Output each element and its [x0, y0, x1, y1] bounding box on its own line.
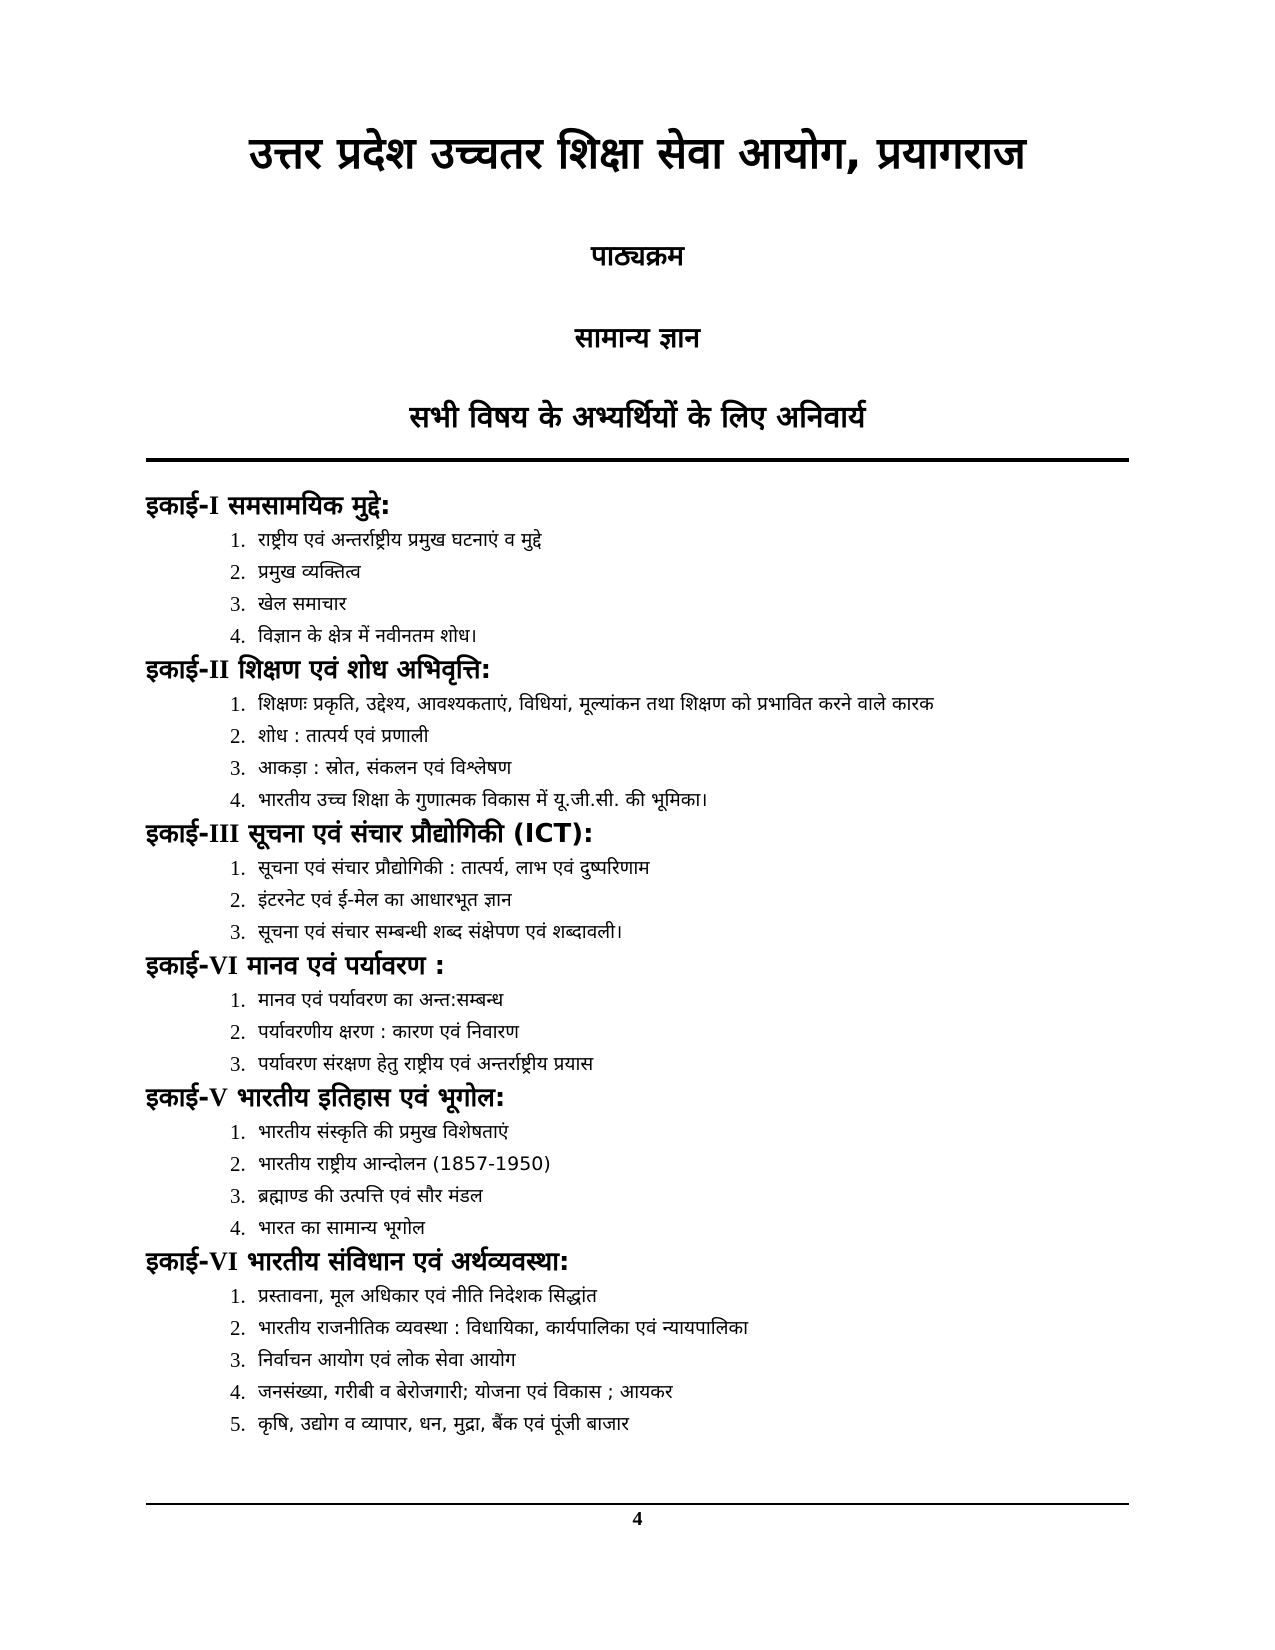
unit-heading: [146, 652, 1129, 688]
unit-prefix: इकाई-: [146, 951, 210, 981]
item-text: आकड़ा : स्रोत, संकलन एवं विश्लेषण: [258, 757, 512, 779]
item-text: मानव एवं पर्यावरण का अन्त:सम्बन्ध: [258, 989, 504, 1011]
item-number: 4.: [230, 1380, 246, 1404]
unit-prefix: इकाई-: [146, 491, 210, 521]
top-divider: [146, 458, 1129, 462]
item-text: जनसंख्या, गरीबी व बेरोजगारी; योजना एवं विकास ; आयकर: [258, 1381, 673, 1403]
item-number: 1.: [230, 528, 246, 552]
item-text: भारत का सामान्य भूगोल: [258, 1217, 426, 1239]
unit-section: [146, 652, 1129, 816]
item-number: 4.: [230, 624, 246, 648]
unit-section: [146, 1080, 1129, 1244]
item-number: 2.: [230, 724, 246, 748]
unit-title: सूचना एवं संचार प्रौद्योगिकी (ICT):: [239, 819, 594, 849]
unit-roman: VI: [209, 951, 238, 980]
unit-title: मानव एवं पर्यावरण :: [237, 951, 446, 981]
list-item: [230, 1180, 1129, 1212]
item-number: 3.: [230, 1184, 246, 1208]
list-item: [230, 752, 1129, 784]
item-text: भारतीय उच्च शिक्षा के गुणात्मक विकास में यू.जी.सी. की भूमिका।: [258, 789, 708, 811]
item-number: 2.: [230, 1152, 246, 1176]
item-text: भारतीय राजनीतिक व्यवस्था : विधायिका, कार्यपालिका एवं न्यायपालिका: [258, 1317, 749, 1339]
unit-prefix: इकाई-: [146, 1247, 210, 1277]
units-container: [146, 488, 1129, 1440]
mandatory-note: सभी विषय के अभ्यर्थियों के लिए अनिवार्य: [409, 400, 866, 435]
item-number: 4.: [230, 788, 246, 812]
list-item: [230, 884, 1129, 916]
item-number: 5.: [230, 1412, 246, 1436]
list-item: [230, 524, 1129, 556]
list-item: [230, 556, 1129, 588]
item-number: 1.: [230, 1284, 246, 1308]
unit-title: भारतीय संविधान एवं अर्थव्यवस्था:: [237, 1247, 570, 1277]
item-text: ब्रह्माण्ड की उत्पत्ति एवं सौर मंडल: [258, 1185, 483, 1207]
item-text: विज्ञान के क्षेत्र में नवीनतम शोध।: [258, 625, 477, 647]
unit-heading: [146, 1080, 1129, 1116]
list-item: [230, 1280, 1129, 1312]
list-item: [230, 1016, 1129, 1048]
list-item: [230, 984, 1129, 1016]
unit-topic-list: [146, 524, 1129, 652]
item-text: भारतीय राष्ट्रीय आन्दोलन (1857-1950): [258, 1153, 551, 1175]
syllabus-heading: पाठ्यक्रम: [590, 239, 685, 272]
list-item: [230, 1048, 1129, 1080]
list-item: [230, 1116, 1129, 1148]
item-text: प्रस्तावना, मूल अधिकार एवं नीति निदेशक सिद्धांत: [258, 1285, 597, 1307]
unit-roman: V: [209, 1083, 228, 1112]
list-item: [230, 688, 1129, 720]
item-text: कृषि, उद्योग व व्यापार, धन, मुद्रा, बैंक एवं पूंजी बाजार: [258, 1413, 629, 1435]
item-number: 2.: [230, 560, 246, 584]
unit-roman: III: [209, 819, 240, 848]
unit-prefix: इकाई-: [146, 1083, 210, 1113]
item-text: पर्यावरण संरक्षण हेतु राष्ट्रीय एवं अन्तर्राष्ट्रीय प्रयास: [258, 1053, 594, 1075]
list-item: [230, 916, 1129, 948]
item-number: 1.: [230, 1120, 246, 1144]
unit-heading: [146, 1244, 1129, 1280]
unit-topic-list: [146, 1280, 1129, 1440]
page-number: 4: [632, 1508, 643, 1530]
list-item: [230, 1312, 1129, 1344]
unit-section: [146, 948, 1129, 1080]
list-item: [230, 1212, 1129, 1244]
unit-roman: II: [209, 655, 230, 684]
item-number: 2.: [230, 1316, 246, 1340]
item-text: प्रमुख व्यक्तित्व: [258, 561, 361, 583]
list-item: [230, 1408, 1129, 1440]
list-item: [230, 720, 1129, 752]
unit-section: [146, 1244, 1129, 1440]
unit-topic-list: [146, 688, 1129, 816]
list-item: [230, 1376, 1129, 1408]
item-text: भारतीय संस्कृति की प्रमुख विशेषताएं: [258, 1121, 509, 1143]
list-item: [230, 1344, 1129, 1376]
unit-roman: VI: [209, 1247, 238, 1276]
unit-section: [146, 488, 1129, 652]
list-item: [230, 1148, 1129, 1180]
unit-title: शिक्षण एवं शोध अभिवृत्ति:: [229, 655, 492, 685]
item-text: शोध : तात्पर्य एवं प्रणाली: [258, 725, 429, 747]
item-number: 3.: [230, 1052, 246, 1076]
item-text: राष्ट्रीय एवं अन्तर्राष्ट्रीय प्रमुख घटनाएं व मुद्दे: [258, 529, 542, 551]
page-title: उत्तर प्रदेश उच्चतर शिक्षा सेवा आयोग, प्रयागराज: [249, 128, 1026, 179]
item-text: शिक्षणः प्रकृति, उद्देश्य, आवश्यकताएं, विधियां, मूल्यांकन तथा शिक्षण को प्रभावित करने वाले कारक: [258, 693, 934, 715]
unit-heading: [146, 816, 1129, 852]
list-item: [230, 588, 1129, 620]
item-number: 3.: [230, 1348, 246, 1372]
list-item: [230, 620, 1129, 652]
item-number: 1.: [230, 856, 246, 880]
unit-heading: [146, 488, 1129, 524]
list-item: [230, 852, 1129, 884]
unit-topic-list: [146, 1116, 1129, 1244]
item-text: पर्यावरणीय क्षरण : कारण एवं निवारण: [258, 1021, 520, 1043]
unit-roman: I: [209, 491, 220, 520]
item-text: इंटरनेट एवं ई-मेल का आधारभूत ज्ञान: [258, 889, 512, 911]
unit-title: भारतीय इतिहास एवं भूगोल:: [227, 1083, 506, 1113]
unit-topic-list: [146, 852, 1129, 948]
item-text: सूचना एवं संचार सम्बन्धी शब्द संक्षेपण एवं शब्दावली।: [258, 921, 623, 943]
item-number: 2.: [230, 888, 246, 912]
item-text: खेल समाचार: [258, 593, 347, 615]
unit-heading: [146, 948, 1129, 984]
item-number: 1.: [230, 988, 246, 1012]
item-number: 4.: [230, 1216, 246, 1240]
item-number: 3.: [230, 756, 246, 780]
unit-section: [146, 816, 1129, 948]
unit-topic-list: [146, 984, 1129, 1080]
item-number: 1.: [230, 692, 246, 716]
unit-prefix: इकाई-: [146, 655, 210, 685]
item-number: 2.: [230, 1020, 246, 1044]
item-number: 3.: [230, 920, 246, 944]
item-number: 3.: [230, 592, 246, 616]
unit-title: समसामयिक मुद्दे:: [219, 491, 391, 521]
unit-prefix: इकाई-: [146, 819, 210, 849]
subject-heading: सामान्य ज्ञान: [574, 321, 701, 354]
item-text: निर्वाचन आयोग एवं लोक सेवा आयोग: [258, 1349, 516, 1371]
item-text: सूचना एवं संचार प्रौद्योगिकी : तात्पर्य, लाभ एवं दुष्परिणाम: [258, 857, 650, 879]
bottom-divider: [146, 1503, 1129, 1505]
list-item: [230, 784, 1129, 816]
